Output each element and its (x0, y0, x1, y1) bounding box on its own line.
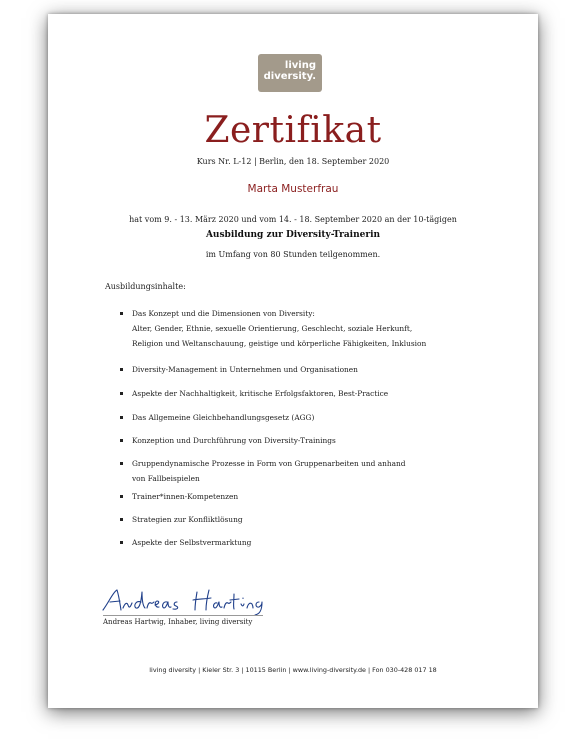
list-item-text: Strategien zur Konfliktlösung (132, 515, 243, 524)
participation-dates: hat vom 9. - 13. März 2020 und vom 14. - 18. September 2020 an der 10-tägigen (129, 215, 457, 224)
list-item-text: Alter, Gender, Ethnie, sexuelle Orientierung, Geschlecht, soziale Herkunft, (132, 324, 413, 333)
logo-line-1: living (284, 60, 316, 71)
list-item (120, 512, 460, 527)
certificate-page (48, 14, 538, 708)
square-bullet-icon (120, 439, 123, 442)
square-bullet-icon (120, 312, 123, 315)
square-bullet-icon (120, 416, 123, 419)
list-item (120, 362, 460, 377)
list-item (120, 306, 460, 351)
list-item (120, 456, 460, 486)
logo-line-2: diversity. (263, 71, 316, 82)
course-and-date: Kurs Nr. L-12 | Berlin, den 18. September 2020 (196, 157, 390, 166)
square-bullet-icon (120, 462, 123, 465)
recipient-name: Marta Musterfrau (247, 183, 339, 195)
footer-contact-info: living diversity | Kieler Str. 3 | 10115 Berlin | www.living-diversity.de | Fon 030-428 017 18 (149, 666, 437, 674)
list-item-text: Diversity-Management in Unternehmen und Organisationen (132, 365, 358, 374)
list-item-text: Gruppendynamische Prozesse in Form von Gruppenarbeiten und anhand (132, 459, 406, 468)
list-item-text: Das Konzept und die Dimensionen von Diversity: (132, 309, 315, 318)
list-item-text: Aspekte der Nachhaltigkeit, kritische Erfolgsfaktoren, Best-Practice (132, 389, 389, 398)
square-bullet-icon (120, 392, 123, 395)
list-item (120, 433, 460, 448)
square-bullet-icon (120, 541, 123, 544)
list-item (120, 489, 460, 504)
signature-caption: Andreas Hartwig, Inhaber, living diversity (103, 618, 253, 626)
list-item-text: Das Allgemeine Gleichbehandlungsgesetz (AGG) (132, 413, 315, 422)
list-item (120, 386, 460, 401)
training-scope: im Umfang von 80 Stunden teilgenommen. (205, 250, 381, 259)
square-bullet-icon (120, 368, 123, 371)
signature-line (103, 615, 263, 616)
square-bullet-icon (120, 495, 123, 498)
list-item-text: Religion und Weltanschauung, geistige und körperliche Fähigkeiten, Inklusion (132, 339, 427, 348)
list-item-text: Konzeption und Durchführung von Diversity-Trainings (132, 436, 336, 445)
list-item (120, 535, 460, 550)
contents-label: Ausbildungsinhalte: (105, 282, 186, 291)
list-item-text: von Fallbeispielen (132, 474, 200, 483)
certificate-title: Zertifikat (204, 110, 382, 151)
list-item-text: Trainer*innen-Kompetenzen (132, 492, 239, 501)
list-item-text: Aspekte der Selbstvermarktung (132, 538, 252, 547)
living-diversity-logo (258, 54, 322, 92)
handwritten-signature (101, 584, 271, 616)
list-item (120, 410, 460, 425)
square-bullet-icon (120, 518, 123, 521)
training-title: Ausbildung zur Diversity-Trainerin (205, 230, 381, 240)
